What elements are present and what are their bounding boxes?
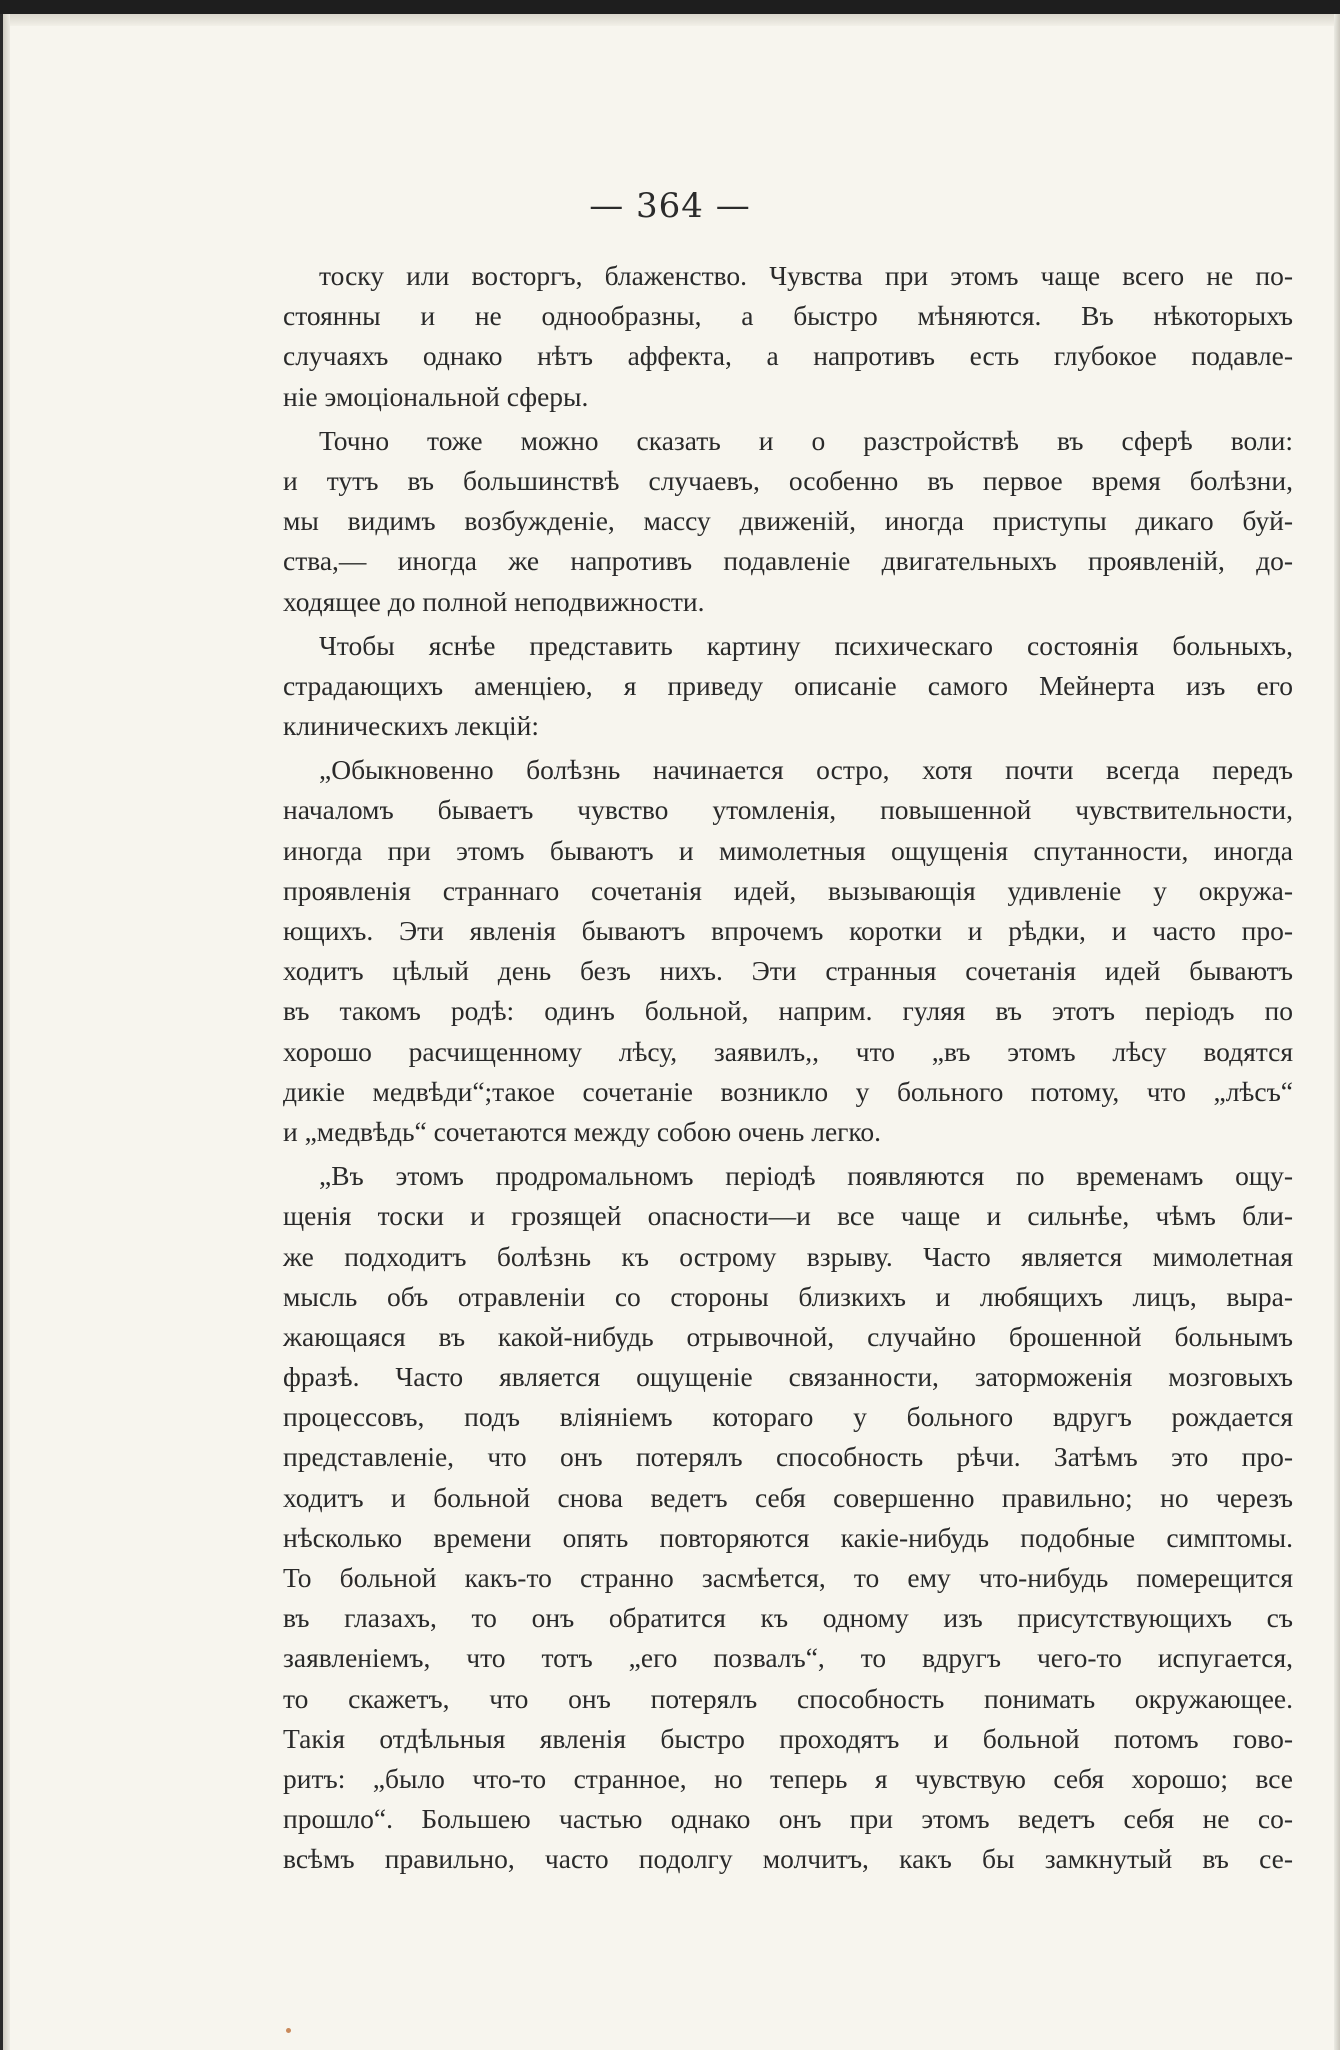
text-line: процессовъ, подъ вліяніемъ котораго у больного вдругъ рождается (283, 1401, 1293, 1433)
scan-top-border (0, 0, 1340, 14)
text-line: Чтобы яснѣе представить картину психическаго состоянія больныхъ, (319, 629, 1293, 661)
scan-left-border (0, 14, 10, 2050)
text-line: нѣсколько времени опять повторяются какіе-нибудь подобные симптомы. (283, 1521, 1293, 1553)
page-number: — 364 — (589, 186, 751, 226)
text-line: ритъ: „было что-то странное, но теперь я чувствую себя хорошо; все (283, 1762, 1293, 1794)
text-line: въ глазахъ, то онъ обратится къ одному изъ присутствующихъ съ (283, 1602, 1293, 1634)
text-line: жающаяся въ какой-нибудь отрывочной, случайно брошенной больнымъ (283, 1320, 1293, 1352)
text-line: ходитъ и больной снова ведетъ себя совершенно правильно; но черезъ (283, 1481, 1293, 1513)
text-line: мы видимъ возбужденіе, массу движеній, иногда приступы дикаго буй- (283, 505, 1293, 537)
text-line: проявленія страннаго сочетанія идей, вызывающія удивленіе у окружа- (283, 874, 1293, 906)
text-line: щенія тоски и грозящей опасности—и все чаще и сильнѣе, чѣмъ бли- (283, 1200, 1293, 1232)
paragraph (283, 421, 1293, 622)
text-line: страдающихъ аменціею, я приведу описаніе самого Мейнерта изъ его (283, 669, 1293, 701)
text-line: Такія отдѣльныя явленія быстро проходятъ и больной потомъ гово- (283, 1722, 1293, 1754)
paragraph (283, 626, 1293, 747)
text-line: всѣмъ правильно, часто подолгу молчитъ, какъ бы замкнутый въ се- (283, 1843, 1293, 1875)
text-line: ніе эмоціональной сферы. (283, 380, 589, 412)
text-line: стоянны и не однообразны, а быстро мѣняются. Въ нѣкоторыхъ (283, 300, 1293, 332)
text-line: началомъ бываетъ чувство утомленія, повышенной чувствительности, (283, 794, 1293, 826)
text-line: ходитъ цѣлый день безъ нихъ. Эти странныя сочетанія идей бываютъ (283, 955, 1293, 987)
text-line: то скажетъ, что онъ потерялъ способность понимать окружающее. (283, 1682, 1293, 1714)
text-line: дикіе медвѣди“;такое сочетаніе возникло у больного потому, что „лѣсъ“ (283, 1075, 1293, 1107)
paragraph (283, 256, 1293, 417)
text-line: въ такомъ родѣ: одинъ больной, наприм. гуляя въ этотъ періодъ по (283, 995, 1293, 1027)
text-line: То больной какъ-то странно засмѣется, то ему что-нибудь померещится (283, 1562, 1293, 1593)
text-line: клиническихъ лекцій: (283, 710, 540, 742)
paragraph (283, 1156, 1293, 1879)
ink-spot (286, 2028, 291, 2033)
text-line: ющихъ. Эти явленія бываютъ впрочемъ коротки и рѣдки, и часто про- (283, 915, 1293, 946)
text-line: „Въ этомъ продромальномъ періодѣ появляются по временамъ ощу- (319, 1160, 1293, 1192)
text-line: хорошо расчищенному лѣсу, заявилъ,, что „въ этомъ лѣсу водятся (283, 1035, 1293, 1067)
text-line: ходящее до полной неподвижности. (283, 585, 705, 617)
text-line: иногда при этомъ бываютъ и мимолетныя ощущенія спутанности, иногда (283, 834, 1293, 866)
text-line: фразѣ. Часто является ощущеніе связанности, заторможенія мозговыхъ (283, 1361, 1293, 1393)
text-line: мысль объ отравленіи со стороны близкихъ и любящихъ лицъ, выра- (283, 1280, 1293, 1312)
text-line: тоску или восторгъ, блаженство. Чувства при этомъ чаще всего не по- (319, 260, 1293, 291)
scan-top-shadow (0, 14, 1340, 26)
text-line: „Обыкновенно болѣзнь начинается остро, хотя почти всегда передъ (319, 754, 1293, 786)
text-line: прошло“. Большею частью однако онъ при этомъ ведетъ себя не со- (283, 1803, 1293, 1835)
text-line: и тутъ въ большинствѣ случаевъ, особенно въ первое время болѣзни, (283, 464, 1293, 496)
body-text (283, 256, 1293, 1880)
text-line: же подходитъ болѣзнь къ острому взрыву. Часто является мимолетная (283, 1240, 1293, 1272)
text-line: случаяхъ однако нѣтъ аффекта, а напротивъ есть глубокое подавле- (283, 340, 1293, 372)
scan-right-border (1334, 14, 1340, 2050)
text-line: и „медвѣдь“ сочетаются между собою очень легко. (283, 1115, 882, 1147)
text-line: заявленіемъ, что тотъ „его позвалъ“, то вдругъ чего-то испугается, (283, 1642, 1293, 1674)
text-line: представленіе, что онъ потерялъ способность рѣчи. Затѣмъ это про- (283, 1441, 1293, 1473)
text-line: ства,— иногда же напротивъ подавленіе двигательныхъ проявленій, до- (283, 545, 1293, 577)
text-line: Точно тоже можно сказать и о разстройствѣ въ сферѣ воли: (319, 424, 1293, 456)
paragraph (283, 750, 1293, 1152)
